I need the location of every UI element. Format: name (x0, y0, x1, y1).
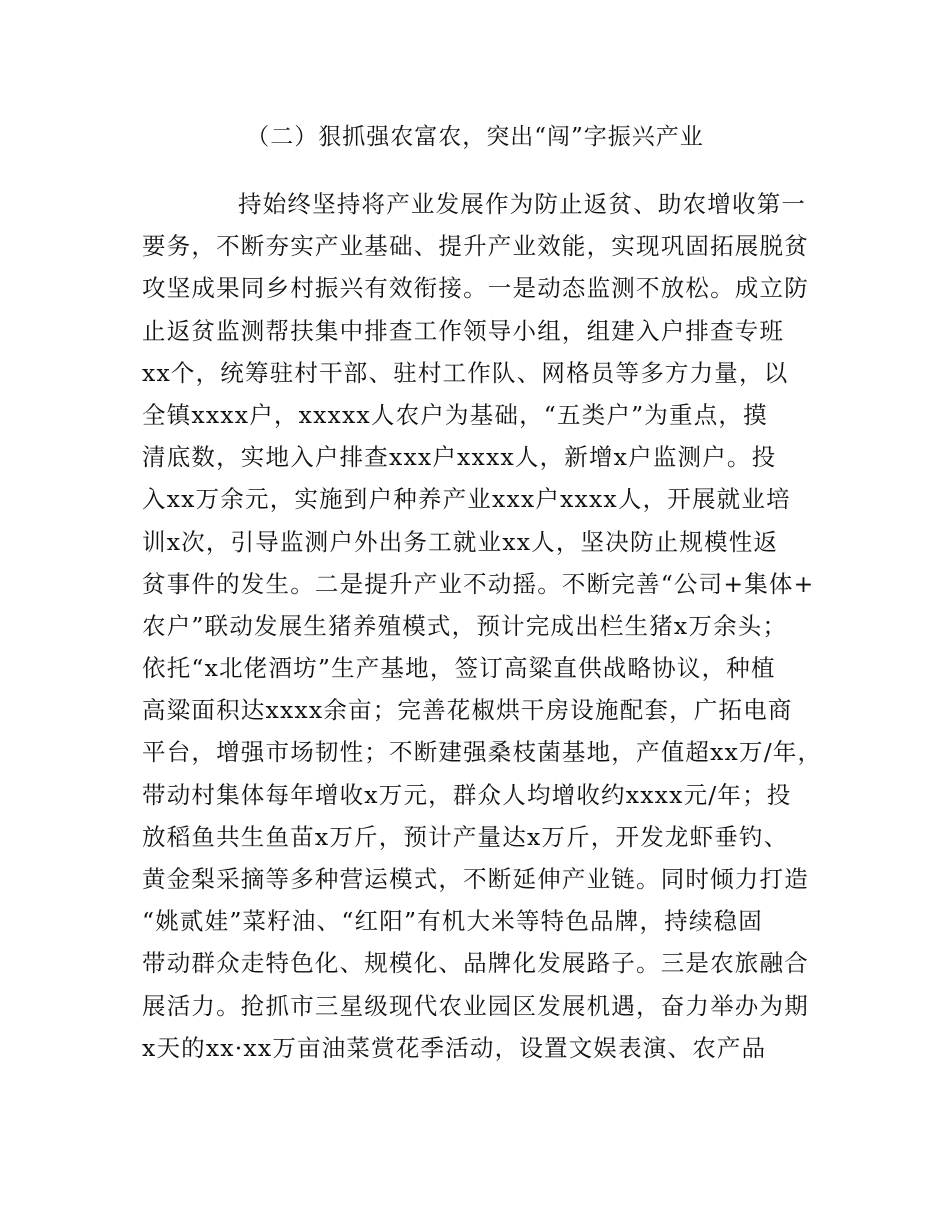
paragraph-line: 攻坚成果同乡村振兴有效衔接。一是动态监测不放松。成立防 (142, 274, 809, 303)
paragraph-line: 黄金梨采摘等多种营运模式，不断延伸产业链。同时倾力打造 (142, 865, 809, 893)
paragraph-line: 带动群众走特色化、规模化、品牌化发展路子。三是农旅融合 (142, 949, 809, 978)
paragraph-line: 平台，增强市场韧性；不断建强桑枝菌基地，产值超xx万/年， (142, 738, 823, 767)
paragraph-line: 训x次，引导监测户外出务工就业xx人，坚决防止规模性返 (142, 527, 779, 556)
paragraph-line: 全镇xxxx户，xxxxx人农户为基础，“五类户”为重点，摸 (142, 400, 768, 429)
paragraph-line: 要务，不断夯实产业基础、提升产业效能，实现巩固拓展脱贫 (142, 232, 809, 261)
paragraph-line: 农户”联动发展生猪养殖模式，预计完成出栏生猪x万余头； (142, 611, 788, 640)
paragraph-line: “姚贰娃”菜籽油、“红阳”有机大米等特色品牌，持续稳固 (142, 907, 763, 936)
paragraph-line: 展活力。抢抓市三星级现代农业园区发展机遇，奋力举办为期 (142, 991, 809, 1020)
paragraph-line: 放稻鱼共生鱼苗x万斤，预计产量达x万斤，开发龙虾垂钓、 (142, 822, 789, 851)
paragraph-line: 清底数，实地入户排查xxx户xxxx人，新增x户监测户。投 (142, 443, 777, 472)
paragraph-line: 持始终坚持将产业发展作为防止返贫、助农增收第一 (238, 190, 807, 218)
paragraph-line: 入xx万余元，实施到户种养产业xxx户xxxx人，开展就业培 (142, 485, 791, 514)
paragraph-line: xx个，统筹驻村干部、驻村工作队、网格员等多方力量，以 (142, 358, 789, 387)
paragraph-line: 高粱面积达xxxx余亩；完善花椒烘干房设施配套，广拓电商 (142, 696, 793, 725)
paragraph-line: x天的xx·xx万亩油菜赏花季活动，设置文娱表演、农产品 (142, 1033, 767, 1062)
paragraph-line: 贫事件的发生。二是提升产业不动摇。不断完善“公司+集体+ (142, 569, 815, 598)
paragraph-line: 止返贫监测帮扶集中排查工作领导小组，组建入户排查专班 (142, 316, 785, 345)
section-heading: （二）狠抓强农富农，突出“闯”字振兴产业 (246, 124, 704, 150)
paragraph-line: 依托“x北佬酒坊”生产基地，签订高粱直供战略协议，种植 (142, 654, 776, 683)
paragraph-line: 带动村集体每年增收x万元，群众人均增收约xxxx元/年；投 (142, 780, 792, 809)
body-paragraph (142, 183, 832, 1069)
